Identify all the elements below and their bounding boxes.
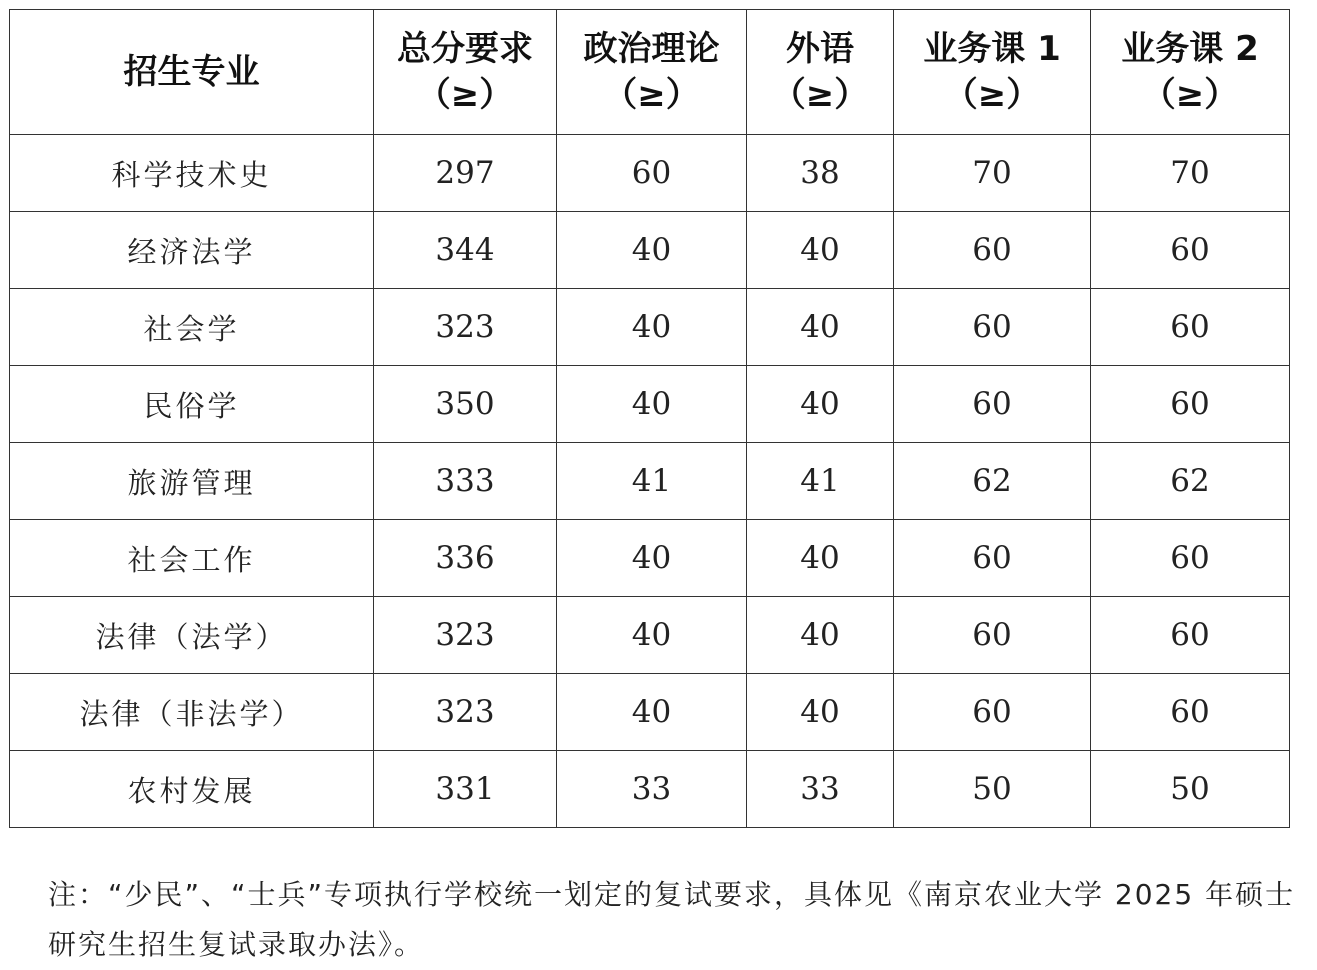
politics-cell: 40 <box>557 520 747 597</box>
header-major <box>10 10 374 135</box>
total-score-cell: 344 <box>374 212 557 289</box>
header-row <box>10 10 1290 135</box>
header-foreign-language <box>747 10 894 135</box>
foreign-language-cell: 41 <box>747 443 894 520</box>
major-cell: 法律（非法学） <box>10 674 374 751</box>
table-row <box>10 674 1290 751</box>
major-cell: 社会工作 <box>10 520 374 597</box>
course-2-cell: 60 <box>1091 597 1290 674</box>
course-1-cell: 60 <box>894 289 1091 366</box>
foreign-language-cell: 40 <box>747 674 894 751</box>
politics-cell: 41 <box>557 443 747 520</box>
major-cell: 旅游管理 <box>10 443 374 520</box>
course-1-cell: 60 <box>894 520 1091 597</box>
politics-cell: 40 <box>557 674 747 751</box>
total-score-cell: 336 <box>374 520 557 597</box>
header-course-2-condition: （≥） <box>1141 75 1239 115</box>
major-cell: 法律（法学） <box>10 597 374 674</box>
foreign-language-cell: 40 <box>747 520 894 597</box>
table-row <box>10 520 1290 597</box>
foreign-language-cell: 40 <box>747 366 894 443</box>
header-course-2-label: 业务课 2 <box>1121 29 1259 69</box>
course-2-cell: 60 <box>1091 212 1290 289</box>
course-1-cell: 60 <box>894 366 1091 443</box>
total-score-cell: 350 <box>374 366 557 443</box>
course-1-cell: 70 <box>894 135 1091 212</box>
table-row <box>10 751 1290 828</box>
major-cell: 民俗学 <box>10 366 374 443</box>
foreign-language-cell: 40 <box>747 597 894 674</box>
table-row <box>10 443 1290 520</box>
course-1-cell: 60 <box>894 212 1091 289</box>
foreign-language-cell: 40 <box>747 289 894 366</box>
course-2-cell: 60 <box>1091 674 1290 751</box>
table-row <box>10 135 1290 212</box>
course-2-cell: 60 <box>1091 366 1290 443</box>
course-2-cell: 60 <box>1091 520 1290 597</box>
table-row <box>10 289 1290 366</box>
politics-cell: 40 <box>557 366 747 443</box>
course-2-cell: 60 <box>1091 289 1290 366</box>
course-1-cell: 60 <box>894 597 1091 674</box>
footnote: 注：“少民”、“士兵”专项执行学校统一划定的复试要求，具体见《南京农业大学 2025 年硕士研究生招生复试录取办法》。 <box>48 878 1296 961</box>
total-score-cell: 297 <box>374 135 557 212</box>
politics-cell: 33 <box>557 751 747 828</box>
foreign-language-cell: 40 <box>747 212 894 289</box>
header-major-label: 招生专业 <box>123 52 260 92</box>
header-course-2 <box>1091 10 1290 135</box>
header-course-1-condition: （≥） <box>943 75 1041 115</box>
table-row <box>10 597 1290 674</box>
politics-cell: 40 <box>557 212 747 289</box>
table-row <box>10 366 1290 443</box>
total-score-cell: 331 <box>374 751 557 828</box>
header-total-score-condition: （≥） <box>416 75 514 115</box>
header-total-score <box>374 10 557 135</box>
course-2-cell: 62 <box>1091 443 1290 520</box>
major-cell: 社会学 <box>10 289 374 366</box>
total-score-cell: 323 <box>374 289 557 366</box>
total-score-cell: 333 <box>374 443 557 520</box>
header-politics <box>557 10 747 135</box>
table-row <box>10 212 1290 289</box>
politics-cell: 40 <box>557 289 747 366</box>
politics-cell: 40 <box>557 597 747 674</box>
header-foreign-language-condition: （≥） <box>771 75 869 115</box>
course-1-cell: 62 <box>894 443 1091 520</box>
total-score-cell: 323 <box>374 674 557 751</box>
score-requirements-table <box>9 9 1290 828</box>
major-cell: 农村发展 <box>10 751 374 828</box>
header-course-1-label: 业务课 1 <box>923 29 1061 69</box>
course-2-cell: 50 <box>1091 751 1290 828</box>
major-cell: 科学技术史 <box>10 135 374 212</box>
course-1-cell: 60 <box>894 674 1091 751</box>
politics-cell: 60 <box>557 135 747 212</box>
header-foreign-language-label: 外语 <box>786 29 854 69</box>
course-1-cell: 50 <box>894 751 1091 828</box>
foreign-language-cell: 33 <box>747 751 894 828</box>
foreign-language-cell: 38 <box>747 135 894 212</box>
header-politics-label: 政治理论 <box>583 29 720 69</box>
course-2-cell: 70 <box>1091 135 1290 212</box>
header-course-1 <box>894 10 1091 135</box>
total-score-cell: 323 <box>374 597 557 674</box>
header-total-score-label: 总分要求 <box>397 29 533 69</box>
major-cell: 经济法学 <box>10 212 374 289</box>
header-politics-condition: （≥） <box>603 75 700 115</box>
